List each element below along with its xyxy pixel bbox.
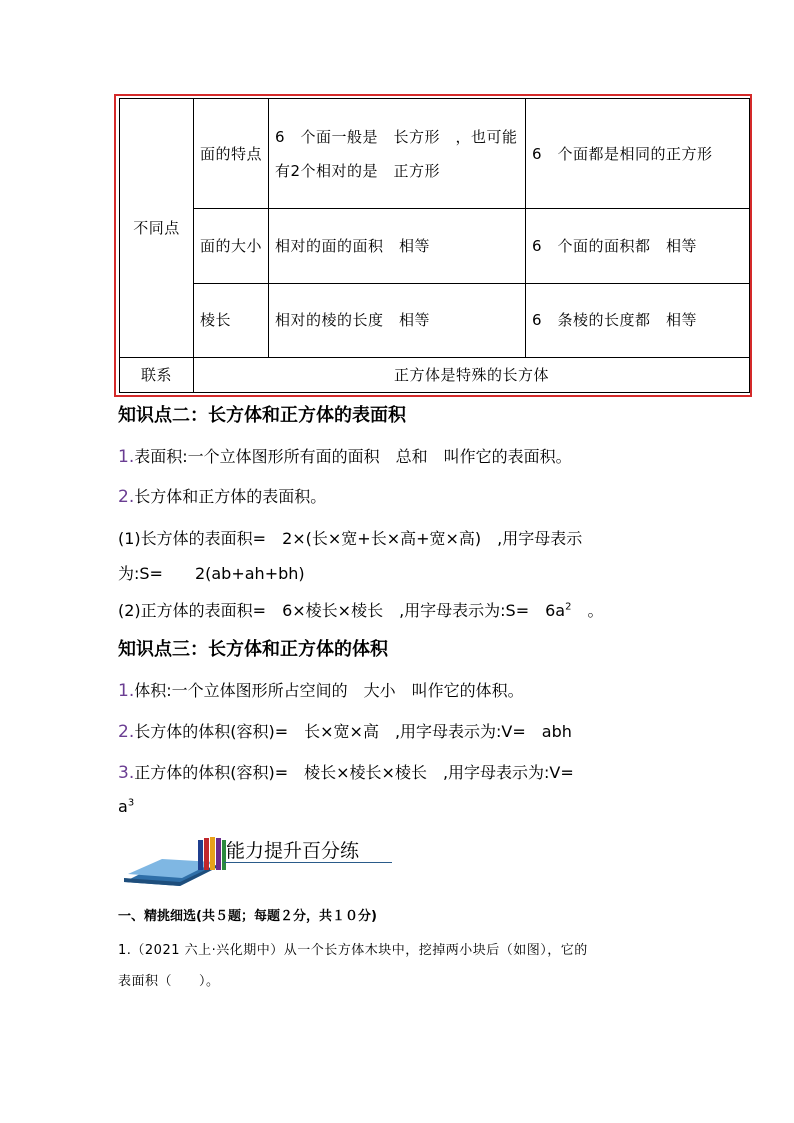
formula-text: a <box>118 797 128 816</box>
kp2-sub-2 <box>118 598 698 621</box>
kp2-item-1 <box>118 444 698 467</box>
cube-cell: 6 条棱的长度都 相等 <box>526 283 750 357</box>
table-row <box>120 357 750 392</box>
aspect-cell: 面的大小 <box>194 209 269 283</box>
cuboid-cell: 相对的面的面积 相等 <box>269 209 526 283</box>
table-row <box>120 283 750 357</box>
table-row <box>120 99 750 209</box>
relation-text: 正方体是特殊的长方体 <box>194 357 750 392</box>
item-text: 体积:一个立体图形所占空间的 大小 叫作它的体积。 <box>134 681 524 700</box>
comparison-table-frame <box>114 94 752 397</box>
question-1-line-2: 表面积（ ）。 <box>118 974 220 989</box>
kp3-item-3 <box>118 760 698 783</box>
kp2-sub-1-line-1: (1)长方体的表面积= 2×(长×宽+长×高+宽×高) ,用字母表示 <box>118 529 583 548</box>
kp3-item-3-cont <box>118 797 698 816</box>
group-cell: 不同点 <box>120 99 194 358</box>
aspect-cell: 棱长 <box>194 283 269 357</box>
exponent: 2 <box>565 601 572 613</box>
cuboid-cell: 相对的棱的长度 相等 <box>269 283 526 357</box>
item-number: 2. <box>118 722 135 742</box>
item-number: 2. <box>118 487 135 507</box>
kp2-sub-1-line-2: 为:S= 2(ab+ah+bh) <box>118 564 305 583</box>
item-number: 1. <box>118 447 135 467</box>
exponent: 3 <box>127 797 135 809</box>
item-text: 正方体的体积(容积)= 棱长×棱长×棱长 ,用字母表示为:V= <box>134 763 574 782</box>
aspect-cell: 面的特点 <box>194 99 269 209</box>
kp2-item-2 <box>118 484 698 507</box>
formula-tail: 。 <box>571 601 604 620</box>
kp2-title: 知识点二：长方体和正方体的表面积 <box>118 405 406 426</box>
kp3-item-1 <box>118 678 698 701</box>
banner-underline <box>224 862 392 863</box>
table-row <box>120 209 750 283</box>
cube-cell: 6 个面都是相同的正方形 <box>526 99 750 209</box>
cuboid-cell: 6 个面一般是 长方形 ，也可能有2个相对的是 正方形 <box>269 99 526 209</box>
comparison-table <box>119 98 750 393</box>
kp3-item-2 <box>118 719 698 742</box>
item-text: 长方体和正方体的表面积。 <box>134 487 327 506</box>
relation-label: 联系 <box>120 357 194 392</box>
kp3-title: 知识点三：长方体和正方体的体积 <box>118 639 388 660</box>
item-text: 长方体的体积(容积)= 长×宽×高 ,用字母表示为:V= abh <box>134 722 572 741</box>
banner-title: 能力提升百分练 <box>226 840 360 862</box>
formula-text: (2)正方体的表面积= 6×棱长×棱长 ,用字母表示为:S= 6a <box>118 601 566 620</box>
section-title: 一、精挑细选(共５题；每题２分，共１０分) <box>118 909 377 924</box>
cube-cell: 6 个面的面积都 相等 <box>526 209 750 283</box>
item-number: 1. <box>118 681 135 701</box>
item-number: 3. <box>118 763 135 783</box>
question-1-line-1: 1.（2021 六上·兴化期中）从一个长方体木块中，挖掉两小块后（如图），它的 <box>118 943 588 958</box>
item-text: 表面积:一个立体图形所有面的面积 总和 叫作它的表面积。 <box>134 447 572 466</box>
